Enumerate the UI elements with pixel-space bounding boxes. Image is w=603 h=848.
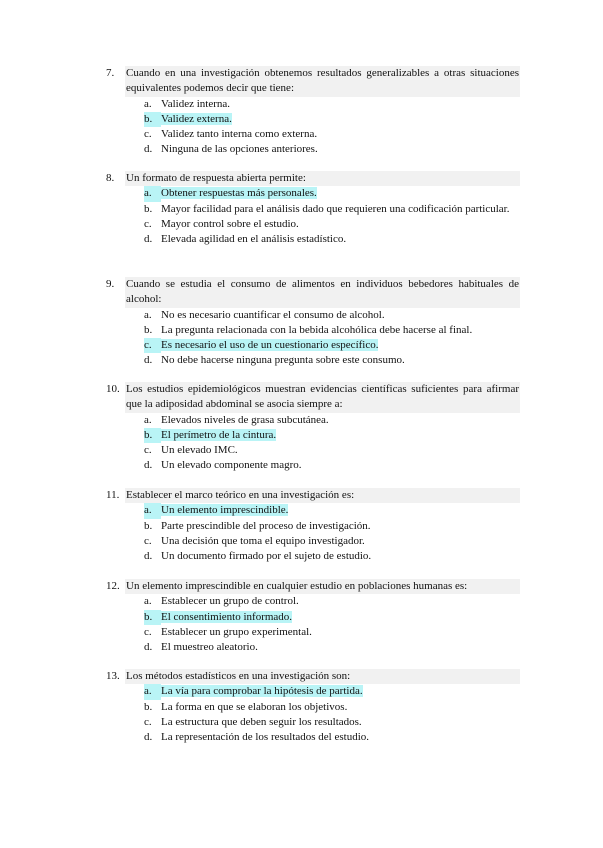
option-letter: a.: [144, 186, 161, 201]
option-text: Establecer un grupo de control.: [161, 595, 299, 608]
option-text: La pregunta relacionada con la bebida alcohólica debe hacerse al final.: [161, 323, 473, 336]
question-text: Un elemento imprescindible en cualquier estudio en poblaciones humanas es:: [125, 579, 520, 594]
option-letter: c.: [144, 338, 161, 353]
option-text: Validez tanto interna como externa.: [161, 128, 318, 140]
option-letter: c.: [144, 128, 152, 140]
answer-option: [144, 232, 520, 247]
option-text-wrapper: [161, 428, 520, 443]
option-text: Elevada agilidad en el análisis estadístico.: [161, 232, 347, 245]
question-stem: [106, 579, 520, 594]
option-text-wrapper: [161, 503, 520, 518]
option-letter: b.: [144, 700, 153, 713]
option-text-wrapper: [161, 232, 520, 247]
option-text: Un elemento imprescindible.: [161, 504, 289, 517]
option-text: Mayor control sobre el estudio.: [161, 217, 299, 230]
option-text-wrapper: [161, 549, 520, 564]
option-letter: a.: [144, 413, 152, 426]
option-text: La forma en que se elaboran los objetivos.: [161, 700, 348, 713]
option-list: [106, 413, 520, 473]
answer-option: [144, 413, 520, 428]
option-text: No debe hacerse ninguna pregunta sobre este consumo.: [161, 354, 405, 367]
question-stem: [106, 488, 520, 503]
answer-option: [144, 308, 520, 323]
question-number: 12.: [106, 580, 120, 592]
question-text: Cuando en una investigación obtenemos resultados generalizables a otras situaciones equivalentes podemos decir que tiene:: [125, 66, 520, 97]
option-text-wrapper: [161, 730, 520, 745]
option-text-wrapper: [161, 202, 520, 217]
answer-option: [144, 353, 520, 368]
answer-option: [144, 700, 520, 715]
option-letter: d.: [144, 459, 153, 472]
option-text-wrapper: [161, 684, 520, 699]
option-letter: b.: [144, 610, 161, 625]
option-text-wrapper: [161, 458, 520, 473]
answer-option-correct: [144, 610, 520, 625]
option-text: Un elevado componente magro.: [161, 459, 302, 472]
option-letter: d.: [144, 730, 153, 743]
question-number: 7.: [106, 67, 115, 79]
option-letter: d.: [144, 549, 153, 562]
option-text-wrapper: [161, 97, 520, 112]
option-letter: c.: [144, 444, 152, 456]
answer-option-correct: [144, 503, 520, 518]
option-text-wrapper: [161, 217, 520, 232]
answer-option: [144, 142, 520, 157]
option-list: [106, 186, 520, 246]
question-text: Un formato de respuesta abierta permite:: [125, 171, 520, 186]
answer-option: [144, 443, 520, 458]
question-number: 9.: [106, 278, 115, 290]
option-text-wrapper: [161, 186, 520, 201]
answer-option: [144, 458, 520, 473]
option-text: Elevados niveles de grasa subcutánea.: [161, 413, 329, 426]
option-text: Es necesario el uso de un cuestionario específico.: [161, 339, 379, 351]
answer-option-correct: [144, 684, 520, 699]
option-list: [106, 594, 520, 654]
option-letter: b.: [144, 202, 153, 215]
option-text-wrapper: [161, 353, 520, 368]
question-text: Establecer el marco teórico en una investigación es:: [125, 488, 520, 503]
option-text: El consentimiento informado.: [161, 610, 293, 623]
option-text: Obtener respuestas más personales.: [161, 187, 317, 200]
option-letter: b.: [144, 428, 161, 443]
answer-option: [144, 519, 520, 534]
option-text: Una decisión que toma el equipo investigador.: [161, 534, 365, 547]
answer-option: [144, 202, 520, 217]
answer-option: [144, 594, 520, 609]
question-text: Cuando se estudia el consumo de alimentos en individuos bebedores habituales de alcohol:: [125, 277, 520, 308]
option-text-wrapper: [161, 519, 520, 534]
option-text-wrapper: [161, 625, 520, 640]
answer-option-correct: [144, 338, 520, 353]
option-text-wrapper: [161, 610, 520, 625]
question-8: [106, 171, 520, 247]
option-letter: a.: [144, 595, 152, 608]
option-letter: b.: [144, 112, 161, 127]
option-letter: d.: [144, 232, 153, 245]
answer-option: [144, 534, 520, 549]
option-letter: a.: [144, 97, 152, 110]
answer-option: [144, 549, 520, 564]
option-text-wrapper: [161, 413, 520, 428]
option-letter: d.: [144, 143, 153, 156]
option-text: El muestreo aleatorio.: [161, 640, 258, 653]
answer-option-correct: [144, 186, 520, 201]
question-number: 11.: [106, 489, 120, 501]
option-letter: d.: [144, 354, 153, 367]
option-text-wrapper: [161, 640, 520, 655]
question-13: [106, 669, 520, 745]
option-list: [106, 308, 520, 368]
answer-option: [144, 730, 520, 745]
option-list: [106, 684, 520, 744]
option-letter: d.: [144, 640, 153, 653]
answer-option: [144, 715, 520, 730]
answer-option: [144, 127, 520, 142]
option-text-wrapper: [161, 338, 520, 353]
option-text-wrapper: [161, 142, 520, 157]
option-letter: a.: [144, 308, 152, 321]
option-text: La representación de los resultados del estudio.: [161, 730, 370, 743]
question-9: [106, 277, 520, 368]
option-text: Mayor facilidad para el análisis dado que requieren una codificación particular.: [161, 202, 510, 215]
option-letter: a.: [144, 503, 161, 518]
answer-option: [144, 323, 520, 338]
question-stem: [106, 382, 520, 413]
option-text: Validez interna.: [161, 97, 231, 110]
answer-option-correct: [144, 112, 520, 127]
option-letter: c.: [144, 217, 152, 230]
option-text-wrapper: [161, 127, 520, 142]
question-number: 8.: [106, 172, 115, 184]
option-text: Parte prescindible del proceso de investigación.: [161, 519, 371, 532]
question-text: Los estudios epidemiológicos muestran evidencias científicas suficientes para afirmar que la adiposidad abdominal se asocia siempre a:: [125, 382, 520, 413]
answer-option: [144, 217, 520, 232]
option-text-wrapper: [161, 323, 520, 338]
option-letter: b.: [144, 323, 153, 336]
option-text: Un elevado IMC.: [161, 444, 238, 456]
option-letter: c.: [144, 534, 152, 547]
question-text: Los métodos estadísticos en una investigación son:: [125, 669, 520, 684]
option-text: La vía para comprobar la hipótesis de partida.: [161, 685, 363, 698]
option-text-wrapper: [161, 715, 520, 730]
question-stem: [106, 171, 520, 186]
option-letter: a.: [144, 684, 161, 699]
option-letter: b.: [144, 519, 153, 532]
option-text: El perímetro de la cintura.: [161, 428, 277, 441]
question-stem: [106, 669, 520, 684]
option-text: Un documento firmado por el sujeto de estudio.: [161, 549, 372, 562]
option-text-wrapper: [161, 534, 520, 549]
option-letter: c.: [144, 625, 152, 638]
answer-option: [144, 97, 520, 112]
option-list: [106, 97, 520, 157]
option-list: [106, 503, 520, 563]
answer-option-correct: [144, 428, 520, 443]
question-12: [106, 579, 520, 655]
question-stem: [106, 66, 520, 97]
option-text: Ninguna de las opciones anteriores.: [161, 143, 318, 156]
option-text: Validez externa.: [161, 112, 232, 125]
answer-option: [144, 640, 520, 655]
option-text: No es necesario cuantificar el consumo de alcohol.: [161, 308, 385, 321]
option-text: Establecer un grupo experimental.: [161, 625, 312, 638]
option-text-wrapper: [161, 112, 520, 127]
option-text-wrapper: [161, 700, 520, 715]
option-letter: c.: [144, 715, 152, 728]
question-number: 13.: [106, 670, 120, 682]
option-text: La estructura que deben seguir los resultados.: [161, 715, 362, 728]
option-text-wrapper: [161, 308, 520, 323]
option-text-wrapper: [161, 443, 520, 458]
question-10: [106, 382, 520, 473]
question-7: [106, 66, 520, 157]
option-text-wrapper: [161, 594, 520, 609]
answer-option: [144, 625, 520, 640]
question-11: [106, 488, 520, 564]
question-number: 10.: [106, 383, 120, 395]
question-stem: [106, 277, 520, 308]
